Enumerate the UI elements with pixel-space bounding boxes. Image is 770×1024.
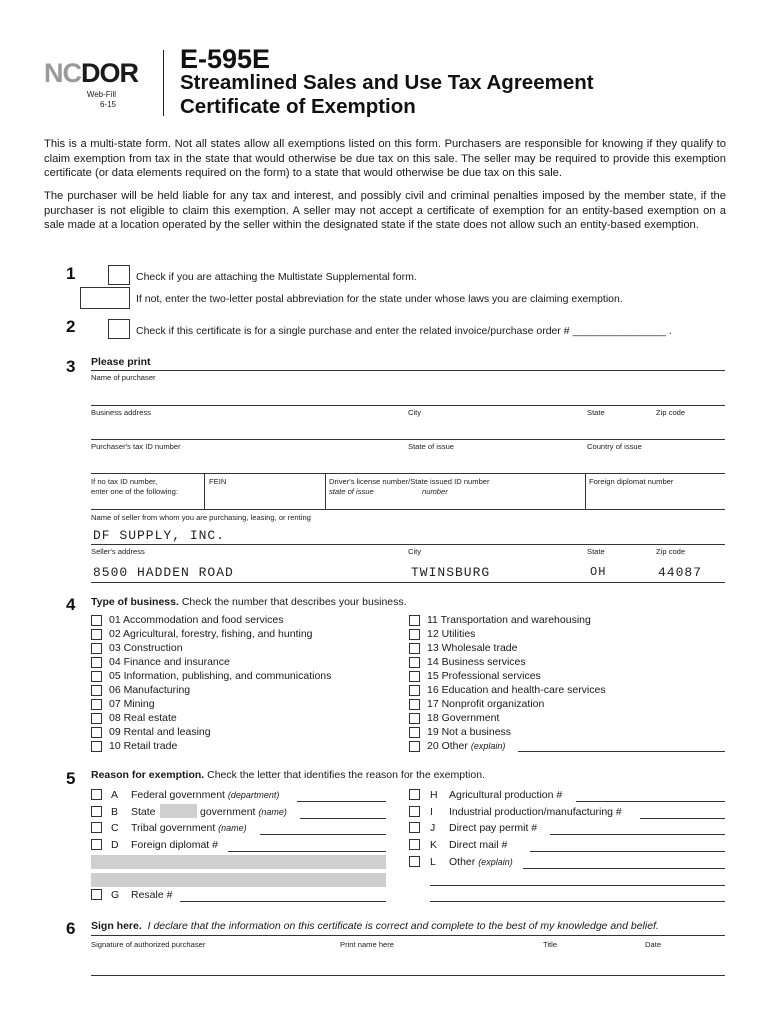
foreign-diplomat-label: Foreign diplomat number bbox=[589, 477, 674, 486]
reason-j-checkbox[interactable] bbox=[409, 822, 420, 833]
form-title-line2: Certificate of Exemption bbox=[180, 95, 416, 118]
reason-l-checkbox[interactable] bbox=[409, 856, 420, 867]
dl-divider bbox=[325, 473, 326, 509]
city-label: City bbox=[408, 408, 422, 417]
zip-label: Zip code bbox=[656, 408, 686, 417]
business-type-03[interactable]: 03 Construction bbox=[91, 641, 331, 655]
checkbox[interactable] bbox=[91, 657, 102, 668]
business-type-15[interactable]: 15 Professional services bbox=[409, 669, 606, 683]
seller-name-value[interactable]: DF SUPPLY, INC. bbox=[93, 528, 226, 543]
seller-state-label: State bbox=[587, 547, 605, 556]
reason-b-state-label: State bbox=[131, 806, 156, 818]
reason-g-letter: G bbox=[111, 889, 120, 901]
business-type-09[interactable]: 09 Rental and leasing bbox=[91, 725, 331, 739]
seller-state-value[interactable]: OH bbox=[590, 565, 607, 579]
other-explain-field[interactable] bbox=[518, 751, 725, 752]
business-type-17[interactable]: 17 Nonprofit organization bbox=[409, 697, 606, 711]
section-6-number: 6 bbox=[66, 919, 76, 938]
business-type-04[interactable]: 04 Finance and insurance bbox=[91, 655, 331, 669]
reason-h-checkbox[interactable] bbox=[409, 789, 420, 800]
reason-l-field-2[interactable] bbox=[430, 885, 725, 886]
reason-l-label: Other (explain) bbox=[449, 856, 513, 868]
business-type-16[interactable]: 16 Education and health-care services bbox=[409, 683, 606, 697]
seller-name-field bbox=[91, 544, 725, 545]
reason-g-field[interactable] bbox=[180, 901, 386, 902]
checkbox[interactable] bbox=[91, 685, 102, 696]
signature-field[interactable] bbox=[91, 975, 725, 976]
name-of-purchaser-field[interactable] bbox=[91, 405, 725, 406]
header-divider bbox=[163, 50, 164, 116]
multistate-supplemental-checkbox[interactable] bbox=[108, 265, 130, 285]
print-name-label: Print name here bbox=[340, 940, 395, 949]
checkbox[interactable] bbox=[409, 643, 420, 654]
reason-b-letter: B bbox=[111, 806, 119, 818]
seller-zip-label: Zip code bbox=[656, 547, 686, 556]
reason-b-field[interactable] bbox=[300, 818, 386, 819]
webfill-version bbox=[80, 90, 116, 110]
business-type-08[interactable]: 08 Real estate bbox=[91, 711, 331, 725]
ncdor-logo bbox=[44, 58, 138, 89]
logo-dor: DOR bbox=[81, 58, 138, 88]
no-tax-id-label-1: If no tax ID number, bbox=[91, 477, 158, 486]
reason-k-letter: K bbox=[430, 839, 438, 851]
sign-rule bbox=[91, 935, 725, 936]
business-type-left-column bbox=[91, 613, 331, 753]
business-type-10[interactable]: 10 Retail trade bbox=[91, 739, 331, 753]
business-type-13[interactable]: 13 Wholesale trade bbox=[409, 641, 606, 655]
reason-h-letter: H bbox=[430, 789, 438, 801]
reason-k-checkbox[interactable] bbox=[409, 839, 420, 850]
business-type-05[interactable]: 05 Information, publishing, and communications bbox=[91, 669, 331, 683]
business-type-instruction: Check the number that describes your business. bbox=[181, 596, 407, 608]
business-type-heading bbox=[91, 596, 407, 608]
business-address-field[interactable] bbox=[91, 439, 725, 440]
seller-city-label: City bbox=[408, 547, 422, 556]
seller-city-value[interactable]: TWINSBURG bbox=[411, 565, 491, 580]
id-numbers-field[interactable] bbox=[91, 509, 725, 510]
reason-c-field[interactable] bbox=[260, 834, 386, 835]
date-label: Date bbox=[645, 940, 662, 949]
section-5-number: 5 bbox=[66, 769, 76, 788]
seller-address-label: Seller's address bbox=[91, 547, 145, 556]
reason-i-checkbox[interactable] bbox=[409, 806, 420, 817]
name-of-purchaser-label: Name of purchaser bbox=[91, 373, 156, 382]
checkbox[interactable] bbox=[91, 741, 102, 752]
business-type-07[interactable]: 07 Mining bbox=[91, 697, 331, 711]
business-type-02[interactable]: 02 Agricultural, forestry, fishing, and hunting bbox=[91, 627, 331, 641]
reason-a-letter: A bbox=[111, 789, 119, 801]
checkbox[interactable] bbox=[409, 615, 420, 626]
reason-j-label: Direct pay permit # bbox=[449, 822, 538, 834]
reason-heading bbox=[91, 769, 485, 781]
reason-d-letter: D bbox=[111, 839, 119, 851]
reason-l-field[interactable] bbox=[523, 868, 725, 869]
reason-j-field[interactable] bbox=[550, 834, 725, 835]
sign-title: Sign here. bbox=[91, 920, 142, 932]
state-of-issue-label: State of issue bbox=[408, 442, 455, 451]
reason-i-letter: I bbox=[430, 806, 433, 818]
business-type-title: Type of business. bbox=[91, 596, 179, 608]
form-title bbox=[180, 71, 740, 119]
logo-nc: NC bbox=[44, 58, 81, 88]
checkbox[interactable] bbox=[409, 671, 420, 682]
tax-id-field[interactable] bbox=[91, 473, 725, 474]
section-4-number: 4 bbox=[66, 595, 76, 614]
business-type-right-column bbox=[409, 613, 606, 753]
reason-d-checkbox[interactable] bbox=[91, 839, 102, 850]
version-label: 6-15 bbox=[99, 100, 116, 109]
checkbox[interactable] bbox=[409, 685, 420, 696]
checkbox[interactable] bbox=[91, 713, 102, 724]
checkbox[interactable] bbox=[91, 615, 102, 626]
webfill-label: Web-Fill bbox=[86, 90, 116, 99]
fein-divider bbox=[204, 473, 205, 509]
dl-label: Driver's license number/State issued ID number bbox=[329, 477, 490, 486]
title-label: Title bbox=[543, 940, 558, 949]
country-of-issue-label: Country of issue bbox=[587, 442, 642, 451]
reason-a-checkbox[interactable] bbox=[91, 789, 102, 800]
reason-d-field[interactable] bbox=[228, 851, 386, 852]
reason-j-letter: J bbox=[430, 822, 436, 834]
business-type-14[interactable]: 14 Business services bbox=[409, 655, 606, 669]
business-type-20[interactable]: 20 Other (explain) bbox=[409, 739, 606, 753]
business-address-label: Business address bbox=[91, 408, 151, 417]
reason-c-checkbox[interactable] bbox=[91, 822, 102, 833]
state-abbreviation-label: If not, enter the two-letter postal abbreviation for the state under whose laws you are claiming exemption. bbox=[136, 293, 623, 305]
intro-paragraph-2: The purchaser will be held liable for any tax and interest, and possibly civil and criminal penalties imposed by the member state, if the purchaser is not eligible to claim this exemption. A seller may not accept a certificate of exemption for an entity-based exemption on a sale made at a location operated by the seller within the designated state if the state does not allow such an entity-based exemption. bbox=[44, 190, 726, 232]
intro-paragraph-1: This is a multi-state form. Not all states allow all exemptions listed on this form. Purchasers are responsible for knowing if they qualify to claim exemption from tax in the state that would otherwise be due tax on this sale. The seller may be required to provide this exemption certificate (or data elements required on the form) to a state that would otherwise be due tax on this sale. bbox=[44, 138, 726, 180]
single-purchase-checkbox[interactable] bbox=[108, 319, 130, 339]
reason-b-label: government (name) bbox=[200, 806, 287, 818]
reason-instruction: Check the letter that identifies the reason for the exemption. bbox=[207, 769, 485, 781]
reason-l-field-3[interactable] bbox=[430, 901, 725, 902]
single-purchase-label: Check if this certificate is for a single purchase and enter the related invoice/purchase order # ________________ . bbox=[136, 325, 672, 337]
section-3-number: 3 bbox=[66, 357, 76, 376]
state-abbreviation-input[interactable] bbox=[80, 287, 130, 309]
section-2-number: 2 bbox=[66, 317, 76, 336]
reason-c-label: Tribal government (name) bbox=[131, 822, 247, 834]
reason-l-letter: L bbox=[430, 856, 436, 868]
sign-heading bbox=[91, 920, 659, 932]
form-number: E-595E bbox=[180, 44, 271, 74]
multistate-supplemental-label: Check if you are attaching the Multistate Supplemental form. bbox=[136, 271, 417, 283]
business-type-11[interactable]: 11 Transportation and warehousing bbox=[409, 613, 606, 627]
reason-h-label: Agricultural production # bbox=[449, 789, 563, 801]
seller-name-label: Name of seller from whom you are purchasing, leasing, or renting bbox=[91, 513, 311, 522]
reason-k-label: Direct mail # bbox=[449, 839, 508, 851]
seller-address-field bbox=[91, 582, 725, 583]
disabled-field-f bbox=[91, 873, 386, 887]
sign-declaration: I declare that the information on this certificate is correct and complete to the best of my knowledge and belief. bbox=[147, 920, 659, 932]
business-type-12[interactable]: 12 Utilities bbox=[409, 627, 606, 641]
reason-k-field[interactable] bbox=[530, 851, 725, 852]
fein-label: FEIN bbox=[209, 477, 227, 486]
checkbox[interactable] bbox=[409, 699, 420, 710]
section-1-number: 1 bbox=[66, 264, 76, 283]
no-tax-id-label-2: enter one of the following: bbox=[91, 487, 178, 496]
business-type-06[interactable]: 06 Manufacturing bbox=[91, 683, 331, 697]
reason-b-checkbox[interactable] bbox=[91, 806, 102, 817]
checkbox[interactable] bbox=[409, 713, 420, 724]
reason-g-checkbox[interactable] bbox=[91, 889, 102, 900]
business-type-01[interactable]: 01 Accommodation and food services bbox=[91, 613, 331, 627]
business-type-18[interactable]: 18 Government bbox=[409, 711, 606, 725]
tax-id-label: Purchaser's tax ID number bbox=[91, 442, 181, 451]
diplomat-divider bbox=[585, 473, 586, 509]
checkbox[interactable] bbox=[409, 741, 420, 752]
state-label: State bbox=[587, 408, 605, 417]
checkbox[interactable] bbox=[91, 629, 102, 640]
business-type-19[interactable]: 19 Not a business bbox=[409, 725, 606, 739]
reason-a-field[interactable] bbox=[297, 801, 386, 802]
seller-zip-value[interactable]: 44087 bbox=[658, 565, 703, 580]
checkbox[interactable] bbox=[91, 671, 102, 682]
form-title-line1: Streamlined Sales and Use Tax Agreement bbox=[180, 71, 594, 94]
dl-number-label: number bbox=[422, 487, 448, 496]
reason-i-field[interactable] bbox=[640, 818, 725, 819]
reason-i-label: Industrial production/manufacturing # bbox=[449, 806, 622, 818]
checkbox[interactable] bbox=[91, 699, 102, 710]
reason-title: Reason for exemption. bbox=[91, 769, 205, 781]
checkbox[interactable] bbox=[409, 727, 420, 738]
reason-c-letter: C bbox=[111, 822, 119, 834]
dl-state-label: state of issue bbox=[329, 487, 374, 496]
checkbox[interactable] bbox=[91, 727, 102, 738]
heading-rule bbox=[91, 370, 725, 371]
reason-d-label: Foreign diplomat # bbox=[131, 839, 218, 851]
disabled-field-e bbox=[91, 855, 386, 869]
checkbox[interactable] bbox=[91, 643, 102, 654]
please-print-heading: Please print bbox=[91, 356, 151, 368]
checkbox[interactable] bbox=[409, 629, 420, 640]
reason-h-field[interactable] bbox=[576, 801, 725, 802]
reason-g-label: Resale # bbox=[131, 889, 173, 901]
checkbox[interactable] bbox=[409, 657, 420, 668]
reason-b-state-field[interactable] bbox=[160, 804, 197, 818]
reason-a-label: Federal government (department) bbox=[131, 789, 280, 801]
seller-address-value[interactable]: 8500 HADDEN ROAD bbox=[93, 565, 234, 580]
signature-label: Signature of authorized purchaser bbox=[91, 940, 206, 949]
